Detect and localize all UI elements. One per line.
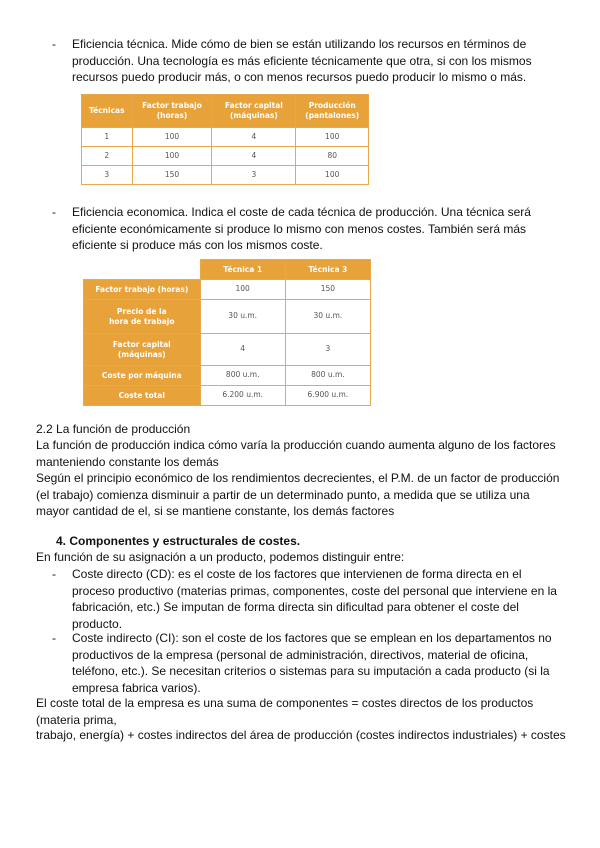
table-row xyxy=(82,147,369,166)
table-header: Producción (pantalones) xyxy=(296,95,369,128)
paragraph-production-function: La función de producción indica cómo varía la producción cuando aumenta alguno de los factores manteniendo constante los demás xyxy=(36,438,556,469)
table-header-row xyxy=(82,95,369,128)
paragraph-intro: En función de su asignación a un producto, podemos distinguir entre: xyxy=(36,550,405,564)
bullet-marker: - xyxy=(52,567,56,581)
table-cell: 100 xyxy=(132,128,212,147)
table-cell: 6.200 u.m. xyxy=(200,386,285,406)
table-cell: 30 u.m. xyxy=(285,300,370,334)
table-cell: 100 xyxy=(132,147,212,166)
technical-efficiency-table xyxy=(81,94,369,185)
section-heading-2-2: 2.2 La función de producción xyxy=(36,422,191,436)
paragraph-economic-efficiency: Eficiencia economica. Indica el coste de cada técnica de producción. Una técnica será eficiente económicamente si produce lo mismo con menos costes. También será más eficiente si produce más con los mismos coste. xyxy=(72,205,531,252)
list-item-indirect-cost: Coste indirecto (CI): son el coste de los factores que se emplean en los departamentos no productivos de la empresa (personal de administración, directivos, material de oficina, teléfono, etc.). Se necesitan criterios o sistemas para su imputación a cada producto (si la empresa fabrica varios). xyxy=(72,631,552,695)
economic-efficiency-table xyxy=(83,259,371,406)
table-header: Técnicas xyxy=(82,95,133,128)
paragraph-technical-efficiency: Eficiencia técnica. Mide cómo de bien se están utilizando los recursos en términos de producción. Una tecnología es más eficiente técnicamente que otra, si con los mismos recursos puedo producir más, o con menos recursos puedo producir lo mismo o más. xyxy=(72,37,532,84)
table-cell: 6.900 u.m. xyxy=(285,386,370,406)
table-header: Factor capital (máquinas) xyxy=(212,95,296,128)
bullet-marker: - xyxy=(52,205,56,219)
table-row xyxy=(84,300,371,334)
table-row xyxy=(82,128,369,147)
table-cell: 150 xyxy=(132,166,212,185)
row-label: Factor capital (máquinas) xyxy=(84,334,201,366)
bullet-marker: - xyxy=(52,37,56,51)
table-cell: 3 xyxy=(285,334,370,366)
row-label: Coste por máquina xyxy=(84,366,201,386)
table-row xyxy=(84,366,371,386)
table-cell: 100 xyxy=(296,166,369,185)
table-header: Factor trabajo (horas) xyxy=(132,95,212,128)
table-cell: 800 u.m. xyxy=(200,366,285,386)
bullet-marker: - xyxy=(52,631,56,645)
row-label: Factor trabajo (horas) xyxy=(84,280,201,300)
table-row xyxy=(84,386,371,406)
table-header-row xyxy=(84,260,371,280)
list-item-direct-cost: Coste directo (CD): es el coste de los factores que intervienen de forma directa en el proceso productivo (materias primas, componentes, coste del personal que interviene en la fabricación, etc.) Se imputan de forma directa sin dificultad para obtener el coste del producto. xyxy=(72,567,557,631)
table-cell: 800 u.m. xyxy=(285,366,370,386)
table-cell: 100 xyxy=(296,128,369,147)
table-cell: 1 xyxy=(82,128,133,147)
section-heading-4: 4. Componentes y estructurales de costes. xyxy=(56,534,301,548)
row-label: Coste total xyxy=(84,386,201,406)
table-cell: 4 xyxy=(212,147,296,166)
table-row xyxy=(82,166,369,185)
table-cell: 100 xyxy=(200,280,285,300)
paragraph-total-cost: El coste total de la empresa es una suma de componentes = costes directos de los productos (materia prima, xyxy=(36,696,534,727)
table-cell: 30 u.m. xyxy=(200,300,285,334)
table-cell: 4 xyxy=(200,334,285,366)
table-header: Técnica 3 xyxy=(285,260,370,280)
paragraph-total-cost-continued: trabajo, energía) + costes indirectos del área de producción (costes indirectos industriales) + costes xyxy=(36,728,566,742)
table-cell: 80 xyxy=(296,147,369,166)
table-row xyxy=(84,280,371,300)
table-cell: 3 xyxy=(82,166,133,185)
table-corner xyxy=(84,260,201,280)
table-cell: 2 xyxy=(82,147,133,166)
table-cell: 150 xyxy=(285,280,370,300)
table-row xyxy=(84,334,371,366)
table-cell: 4 xyxy=(212,128,296,147)
table-cell: 3 xyxy=(212,166,296,185)
table-header: Técnica 1 xyxy=(200,260,285,280)
row-label: Precio de la hora de trabajo xyxy=(84,300,201,334)
paragraph-diminishing-returns: Según el principio económico de los rendimientos decrecientes, el P.M. de un factor de producción (el trabajo) comienza disminuir a partir de un determinado punto, a medida que se utiliza una mayor cantidad de el, si se mantiene constante, los demás factores xyxy=(36,471,560,518)
